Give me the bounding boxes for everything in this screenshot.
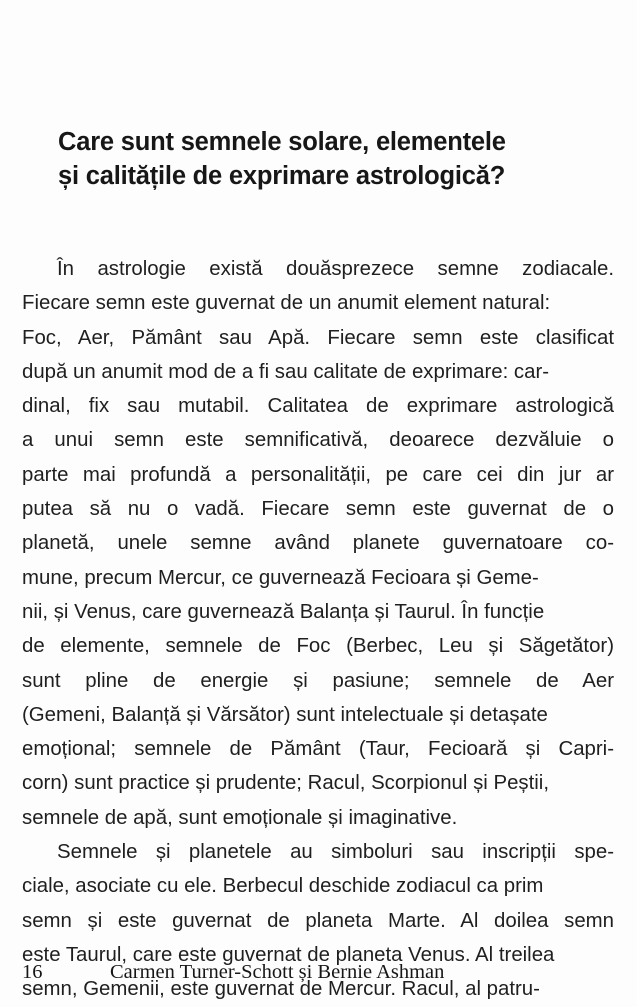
text-line: ciale, asociate cu ele. Berbecul deschide zodiacul ca prim: [22, 875, 544, 898]
page-footer: [0, 958, 637, 992]
text-line: corn) sunt practice și prudente; Racul, Scorpionul și Peștii,: [22, 772, 550, 795]
page-title-line: Care sunt semnele solare, elementele: [58, 128, 506, 157]
text-line: dinal, fix sau mutabil. Calitatea de exprimare astrologică: [22, 395, 614, 418]
text-line: semnele de apă, sunt emoționale și imaginative.: [22, 806, 458, 829]
text-line: semn și este guvernat de planeta Marte. Al doilea semn: [22, 909, 614, 932]
page-title: [58, 125, 568, 193]
text-line: Foc, Aer, Pământ sau Apă. Fiecare semn este clasificat: [22, 326, 614, 349]
paragraph-1: [22, 252, 614, 835]
text-line: este Taurul, care este guvernat de planeta Venus. Al treilea: [22, 943, 555, 966]
text-line: de elemente, semnele de Foc (Berbec, Leu și Săgetător): [22, 635, 614, 658]
text-line: planetă, unele semne având planete guvernatoare co-: [22, 532, 614, 555]
text-line: sunt pline de energie și pasiune; semnele de Aer: [22, 669, 614, 692]
text-line: mune, precum Mercur, ce guvernează Fecioara și Geme-: [22, 566, 539, 589]
page-title-line: și calitățile de exprimare astrologică?: [58, 162, 506, 191]
text-line: parte mai profundă a personalității, pe care cei din jur ar: [22, 463, 614, 486]
text-line: nii, și Venus, care guvernează Balanța și Taurul. În funcție: [22, 600, 545, 623]
page-number: 16: [22, 961, 43, 983]
text-line: a unui semn este semnificativă, deoarece dezvăluie o: [22, 429, 614, 452]
text-line: după un anumit mod de a fi sau calitate de exprimare: car-: [22, 360, 550, 383]
text-line: emoțional; semnele de Pământ (Taur, Fecioară și Capri-: [22, 738, 614, 761]
body-text: [22, 252, 614, 1007]
text-line: (Gemeni, Balanță și Vărsător) sunt intelectuale și detașate: [22, 703, 548, 726]
text-line: Fiecare semn este guvernat de un anumit element natural:: [22, 292, 551, 315]
text-line: Semnele și planetele au simboluri sau inscripții spe-: [57, 841, 614, 864]
text-line: semn, Gemenii, este guvernat de Mercur. Racul, al patru-: [22, 978, 540, 1001]
text-line: putea să nu o vadă. Fiecare semn este guvernat de o: [22, 498, 614, 521]
text-line: În astrologie există douăsprezece semne zodiacale.: [57, 258, 614, 280]
running-head: Carmen Turner-Schott și Bernie Ashman: [110, 961, 445, 983]
